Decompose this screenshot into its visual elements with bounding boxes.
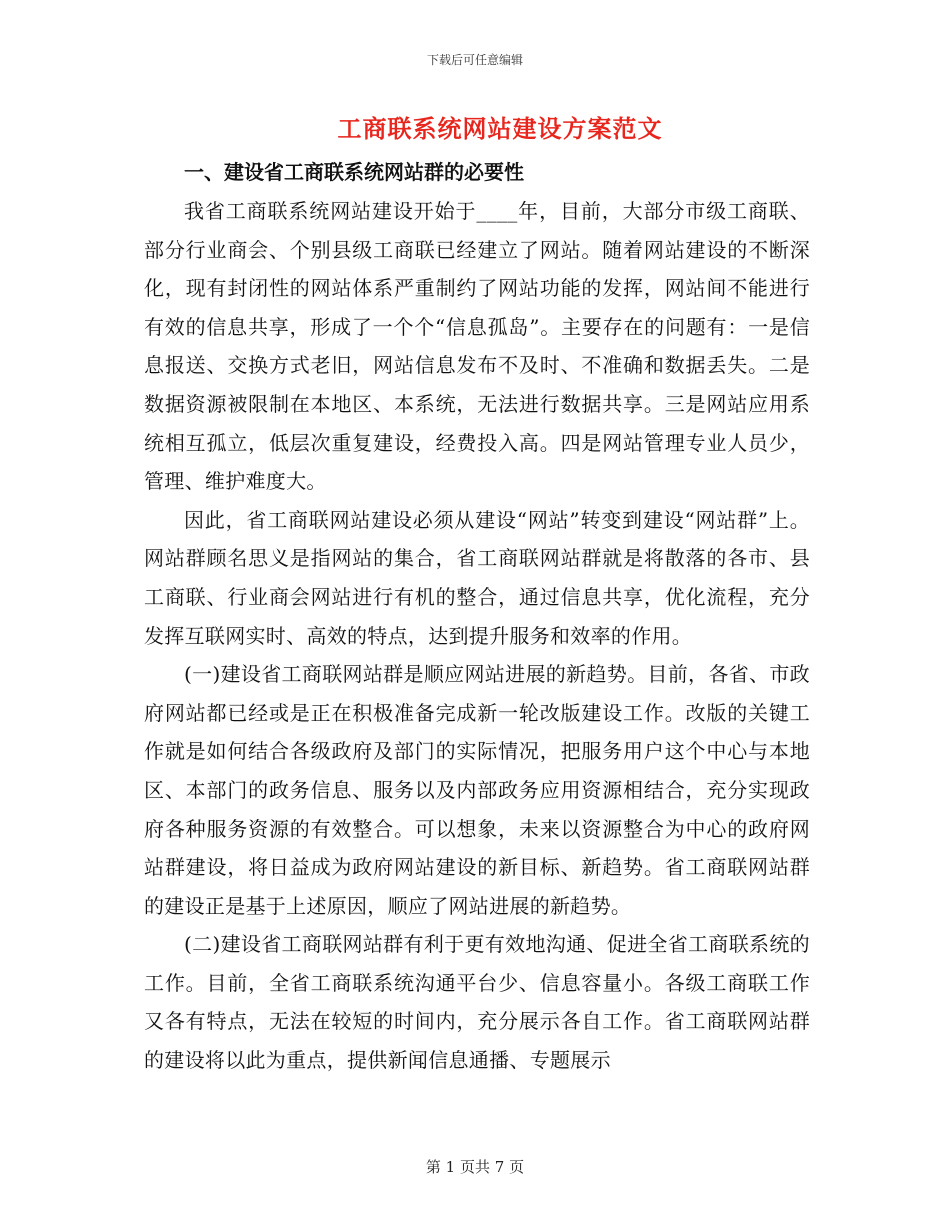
document-body bbox=[144, 152, 810, 1080]
document-title: 工商联系统网站建设方案范文 bbox=[337, 114, 663, 143]
page-footer: 第 1 页共 7 页 bbox=[425, 1158, 525, 1176]
paragraph-4: (二)建设省工商联网站群有利于更有效地沟通、促进全省工商联系统的工作。目前，全省工商联系统沟通平台少、信息容量小。各级工商联工作又各有特点，无法在较短的时间内，充分展示各自工作。省工商联网站群的建设将以此为重点，提供新闻信息通播、专题展示 bbox=[144, 932, 810, 1073]
section-heading: 一、建设省工商联系统网站群的必要性 bbox=[184, 160, 524, 184]
paragraph-1: 我省工商联系统网站建设开始于____年，目前，大部分市级工商联、部分行业商会、个别县级工商联已经建立了网站。随着网站建设的不断深化，现有封闭性的网站体系严重制约了网站功能的发挥，网站间不能进行有效的信息共享，形成了一个个“信息孤岛”。主要存在的问题有：一是信息报送、交换方式老旧，网站信息发布不及时、不准确和数据丢失。二是数据资源被限制在本地区、本系统，无法进行数据共享。三是网站应用系统相互孤立，低层次重复建设，经费投入高。四是网站管理专业人员少，管理、维护难度大。 bbox=[144, 199, 810, 494]
paragraph-3: (一)建设省工商联网站群是顺应网站进展的新趋势。目前，各省、市政府网站都已经或是正在积极准备完成新一轮改版建设工作。改版的关键工作就是如何结合各级政府及部门的实际情况，把服务用户这个中心与本地区、本部门的政务信息、服务以及内部政务应用资源相结合，充分实现政府各种服务资源的有效整合。可以想象，未来以资源整合为中心的政府网站群建设，将日益成为政府网站建设的新目标、新趋势。省工商联网站群的建设正是基于上述原因，顺应了网站进展的新趋势。 bbox=[144, 662, 810, 918]
page-header: 下载后可任意编辑 bbox=[426, 53, 523, 67]
paragraph-2: 因此，省工商联网站建设必须从建设“网站”转变到建设“网站群”上。网站群顾名思义是指网站的集合，省工商联网站群就是将散落的各市、县工商联、行业商会网站进行有机的整合，通过信息共享，优化流程，充分发挥互联网实时、高效的特点，达到提升服务和效率的作用。 bbox=[144, 507, 810, 648]
